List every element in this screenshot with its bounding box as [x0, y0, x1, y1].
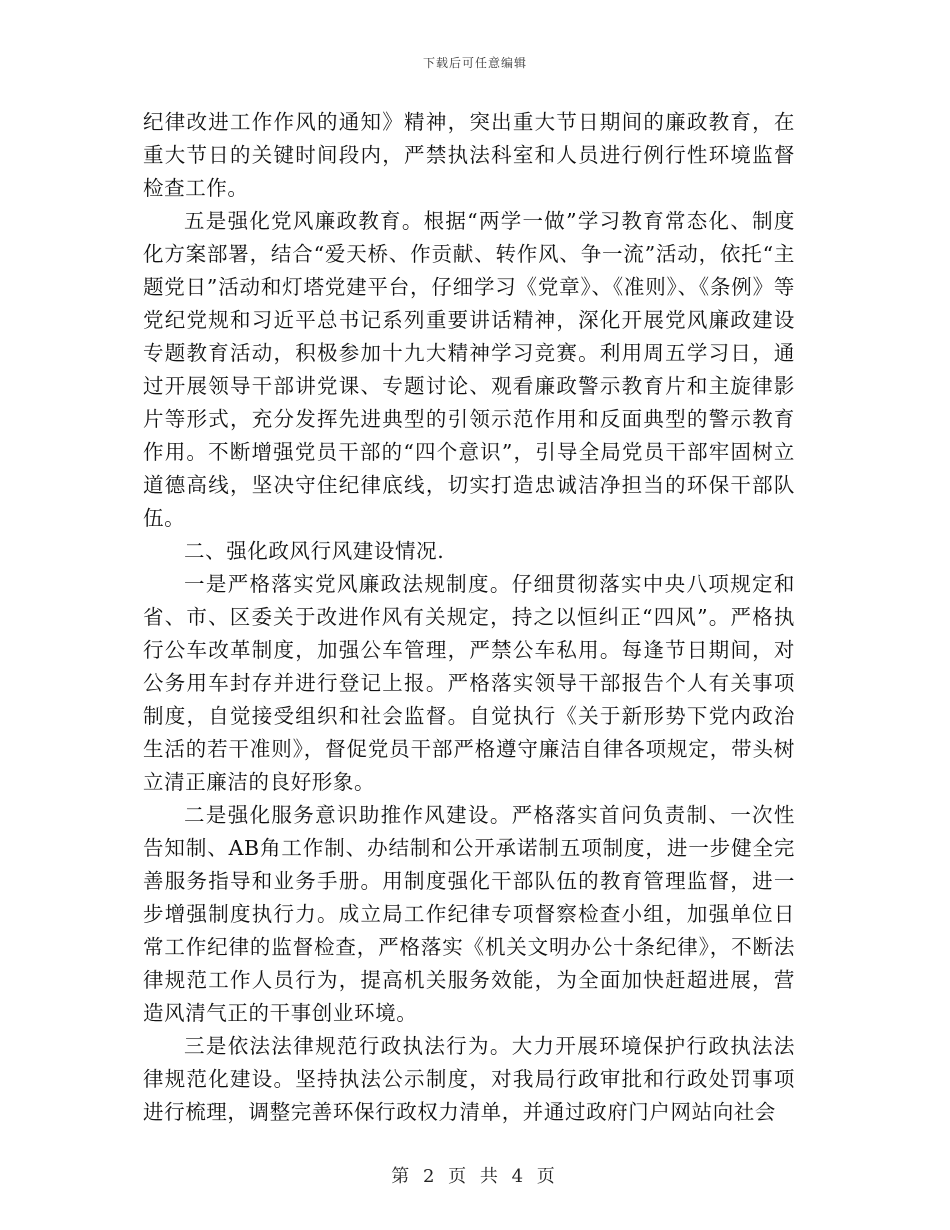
paragraph-continuation: 纪律改进工作作风的通知》精神，突出重大节日期间的廉政教育，在重大节日的关键时间段内，严禁执法科室和人员进行例行性环境监督检查工作。 — [143, 110, 795, 200]
page-header: 下载后可任意编辑 — [422, 56, 527, 70]
paragraph-party-integrity-education: 五是强化党风廉政教育。根据“两学一做”学习教育常态化、制度化方案部署，结合“爱天桥、作贡献、转作风、争一流”活动，依托“主题党日”活动和灯塔党建平台，仔细学习《党章》、《准则》、《条例》等党纪党规和习近平总书记系列重要讲话精神，深化开展党风廉政建设专题教育活动，积极参加十九大精神学习竞赛。利用周五学习日，通过开展领导干部讲党课、专题讨论、观看廉政警示教育片和主旋律影片等形式，充分发挥先进典型的引领示范作用和反面典型的警示教育作用。不断增强党员干部的“四个意识”，引导全局党员干部牢固树立道德高线，坚决守住纪律底线，切实打造忠诚洁净担当的环保干部队伍。 — [143, 209, 795, 530]
section-heading-government-style: 二、强化政风行风建设情况. — [184, 539, 445, 563]
paragraph-law-enforcement: 三是依法法律规范行政执法行为。大力开展环境保护行政执法法律规范化建设。坚持执法公示制度，对我局行政审批和行政处罚事项进行梳理，调整完善环保行政权力清单，并通过政府门户网站向社会 — [143, 1034, 795, 1124]
paragraph-regulations: 一是严格落实党风廉政法规制度。仔细贯彻落实中央八项规定和省、市、区委关于改进作风有关规定，持之以恒纠正“四风”。严格执行公车改革制度，加强公车管理，严禁公车私用。每逢节日期间，对公务用车封存并进行登记上报。严格落实领导干部报告个人有关事项制度，自觉接受组织和社会监督。自觉执行《关于新形势下党内政治生活的若干准则》，督促党员干部严格遵守廉洁自律各项规定，带头树立清正廉洁的良好形象。 — [143, 572, 795, 794]
paragraph-service-awareness: 二是强化服务意识助推作风建设。严格落实首问负责制、一次性告知制、AB角工作制、办结制和公开承诺制五项制度，进一步健全完善服务指导和业务手册。用制度强化干部队伍的教育管理监督，进一步增强制度执行力。成立局工作纪律专项督察检查小组，加强单位日常工作纪律的监督检查，严格落实《机关文明办公十条纪律》，不断法律规范工作人员行为，提高机关服务效能，为全面加快赶超进展，营造风清气正的干事创业环境。 — [143, 803, 795, 1025]
page-footer: 第 2 页 共 4 页 — [391, 1166, 559, 1187]
document-body — [143, 106, 795, 1129]
